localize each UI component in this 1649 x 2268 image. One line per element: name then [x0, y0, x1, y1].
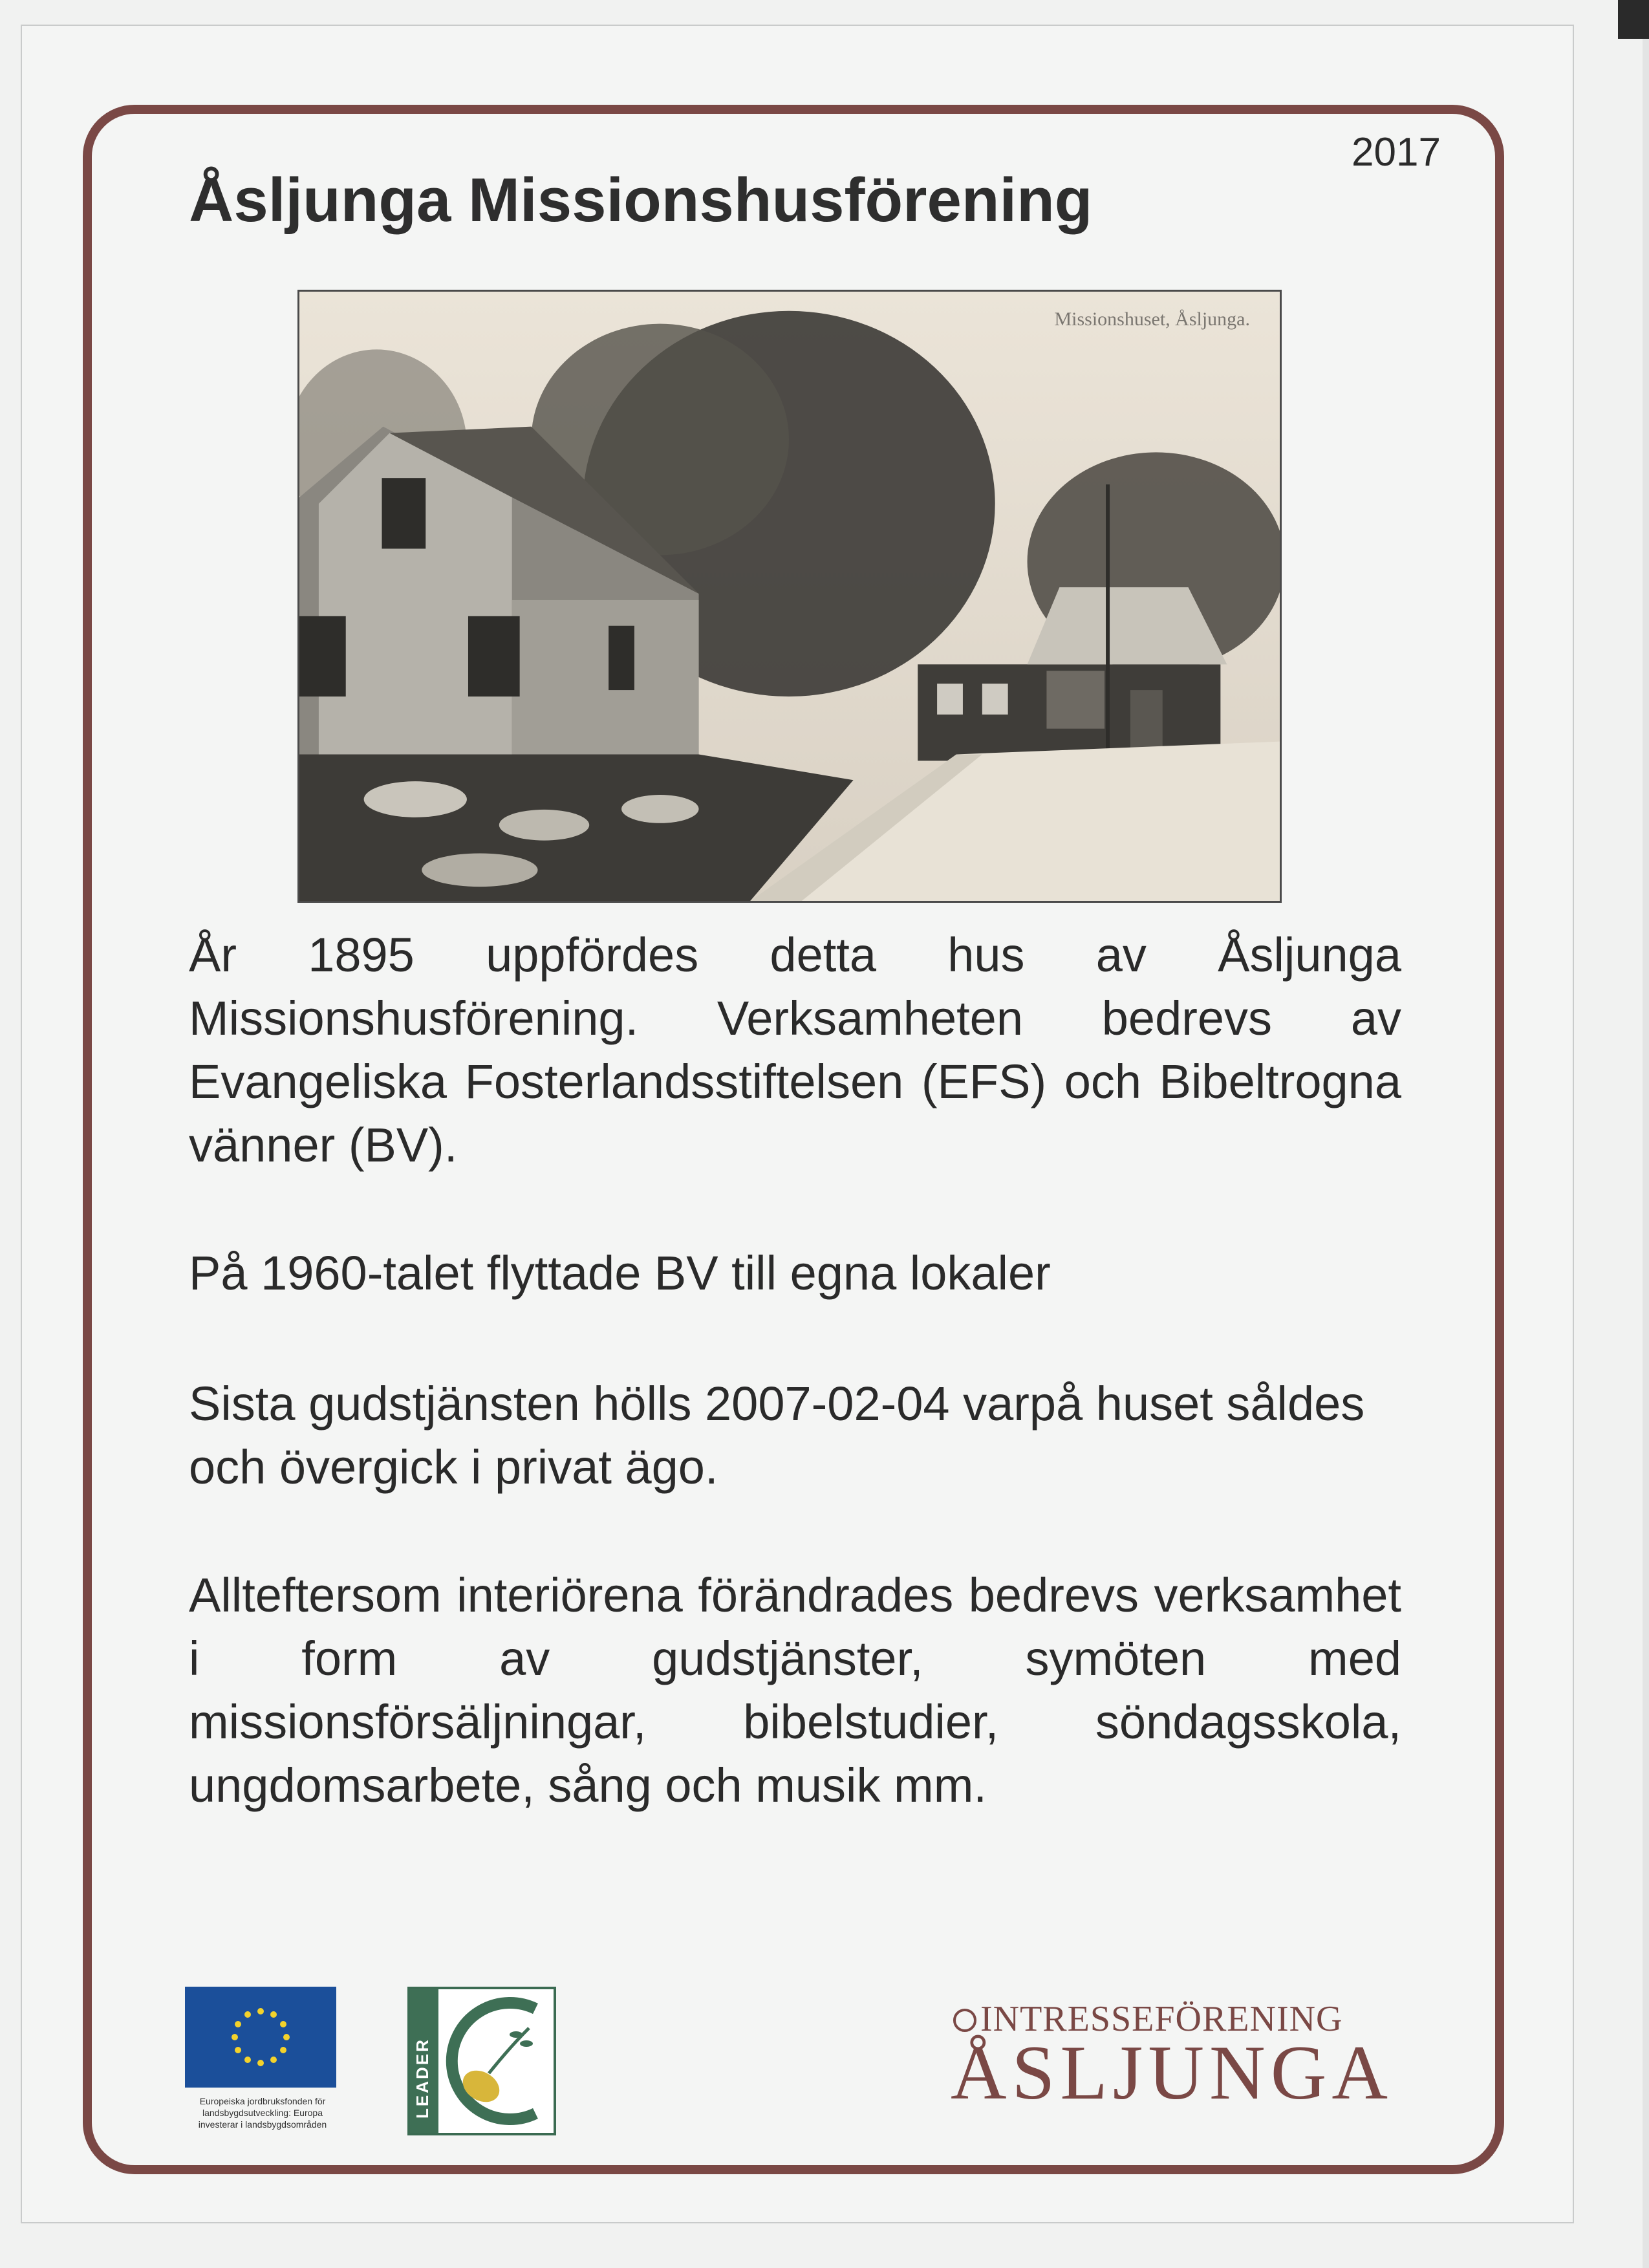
- photo-caption: Missionshuset, Åsljunga.: [1054, 308, 1250, 330]
- year-label: 2017: [1352, 130, 1441, 175]
- photo-illustration: [299, 292, 1280, 901]
- paragraph-1960s: På 1960-talet flyttade BV till egna lokaler: [189, 1246, 1051, 1300]
- scan-edge-shadow: [1618, 0, 1649, 39]
- eu-flag-logo: [185, 1987, 336, 2088]
- eu-caption: Europeiska jordbruksfonden för landsbygdsutveckling: Europa investerar i landsbygdsområden: [198, 2096, 327, 2130]
- leader-plant-icon: [438, 1989, 559, 2133]
- historic-photo: [297, 290, 1282, 903]
- leader-label: LEADER: [413, 2038, 432, 2119]
- brand-subtitle: INTRESSEFÖRENING: [980, 1999, 1343, 2039]
- paragraph-activities: Allteftersom interiörena förändrades bedrevs verksamhet i form av gudstjänster, symöten med missionsförsäljningar, bibelstudier, söndagsskola, ungdomsarbete, sång och musik mm.: [189, 1568, 1401, 1812]
- eu-stars-icon: [185, 1987, 336, 2088]
- paragraph-history: År 1895 uppfördes detta hus av Åsljunga Missionshusförening. Verksamheten bedrevs av Evangeliska Fosterlandsstiftelsen (EFS) och Bibeltrogna vänner (BV).: [189, 928, 1401, 1172]
- scan-edge: [1643, 39, 1649, 2268]
- page-title: Åsljunga Missionshusförening: [189, 166, 1093, 235]
- leader-logo: [407, 1987, 556, 2135]
- paragraph-last-service: Sista gudstjänsten hölls 2007-02-04 varpå huset såldes och övergick i privat ägo.: [189, 1377, 1365, 1494]
- brand-name: ÅSLJUNGA: [951, 2029, 1394, 2115]
